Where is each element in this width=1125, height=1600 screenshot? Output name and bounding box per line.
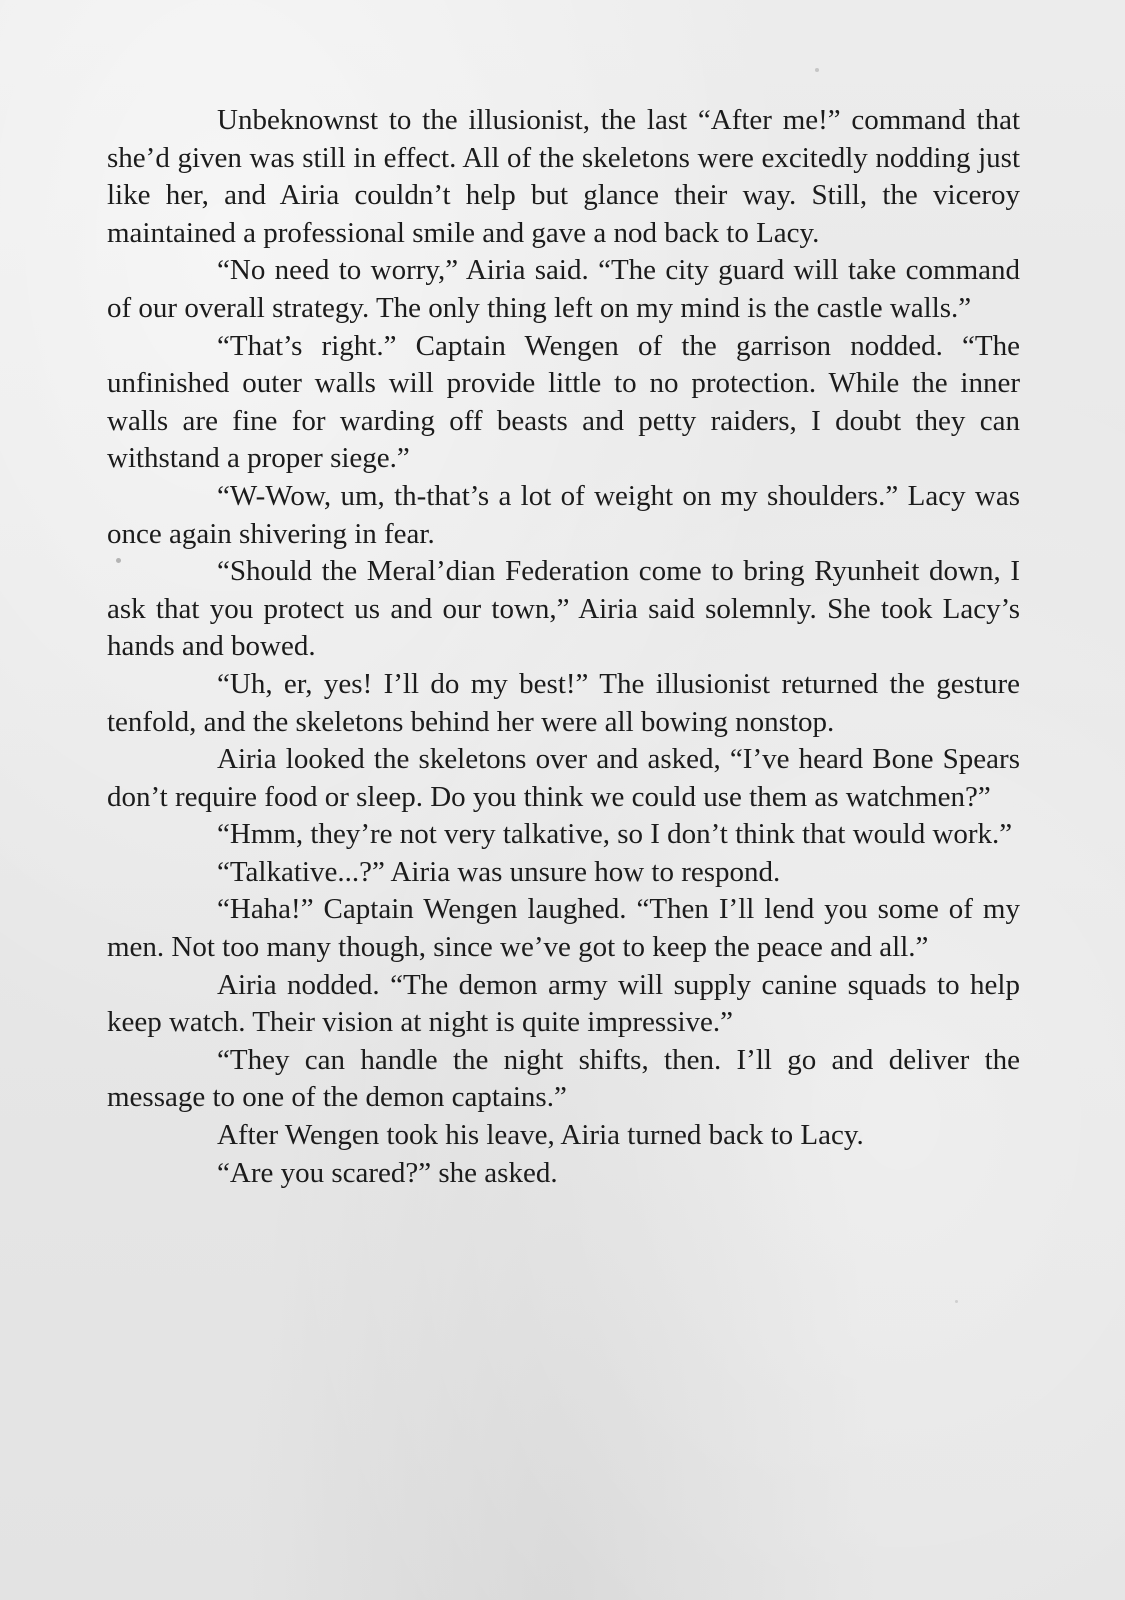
paragraph: “W-Wow, um, th-that’s a lot of weight on my shoulders.” Lacy was once again shivering in fear. — [107, 479, 1020, 550]
paragraph: “They can handle the night shifts, then. I’ll go and deliver the message to one of the demon captains.” — [107, 1043, 1020, 1114]
paragraph: “Are you scared?” she asked. — [217, 1156, 558, 1189]
story-text — [107, 102, 1020, 1192]
paragraph: Unbeknownst to the illusionist, the last “After me!” command that she’d given was still in effect. All of the skeletons were excitedly nodding just like her, and Airia couldn’t help but glance their way. Still, the viceroy maintained a professional smile and gave a nod back to Lacy. — [107, 104, 1020, 249]
paragraph: “Should the Meral’dian Federation come to bring Ryunheit down, I ask that you protect us and our town,” Airia said solemnly. She took Lacy’s hands and bowed. — [107, 555, 1020, 663]
paragraph: “That’s right.” Captain Wengen of the garrison nodded. “The unfinished outer walls will provide little to no protection. While the inner walls are fine for warding off beasts and petty raiders, I doubt they can withstand a proper siege.” — [107, 329, 1020, 475]
paragraph: “Uh, er, yes! I’ll do my best!” The illusionist returned the gesture tenfold, and the skeletons behind her were all bowing nonstop. — [107, 667, 1020, 738]
paragraph: Airia looked the skeletons over and asked, “I’ve heard Bone Spears don’t require food or sleep. Do you think we could use them as watchmen?” — [107, 743, 1020, 813]
paragraph: Airia nodded. “The demon army will supply canine squads to help keep watch. Their vision at night is quite impressive.” — [107, 968, 1020, 1039]
paragraph: “Talkative...?” Airia was unsure how to respond. — [217, 855, 781, 888]
paragraph: “Haha!” Captain Wengen laughed. “Then I’ll lend you some of my men. Not too many though, since we’ve got to keep the peace and all.” — [107, 893, 1020, 964]
paragraph: “No need to worry,” Airia said. “The city guard will take command of our overall strategy. The only thing left on my mind is the castle walls.” — [107, 254, 1020, 324]
paper-speck — [815, 68, 819, 72]
paragraph: After Wengen took his leave, Airia turned back to Lacy. — [217, 1119, 864, 1152]
paper-speck — [955, 1300, 958, 1303]
paragraph: “Hmm, they’re not very talkative, so I don’t think that would work.” — [217, 818, 1013, 851]
